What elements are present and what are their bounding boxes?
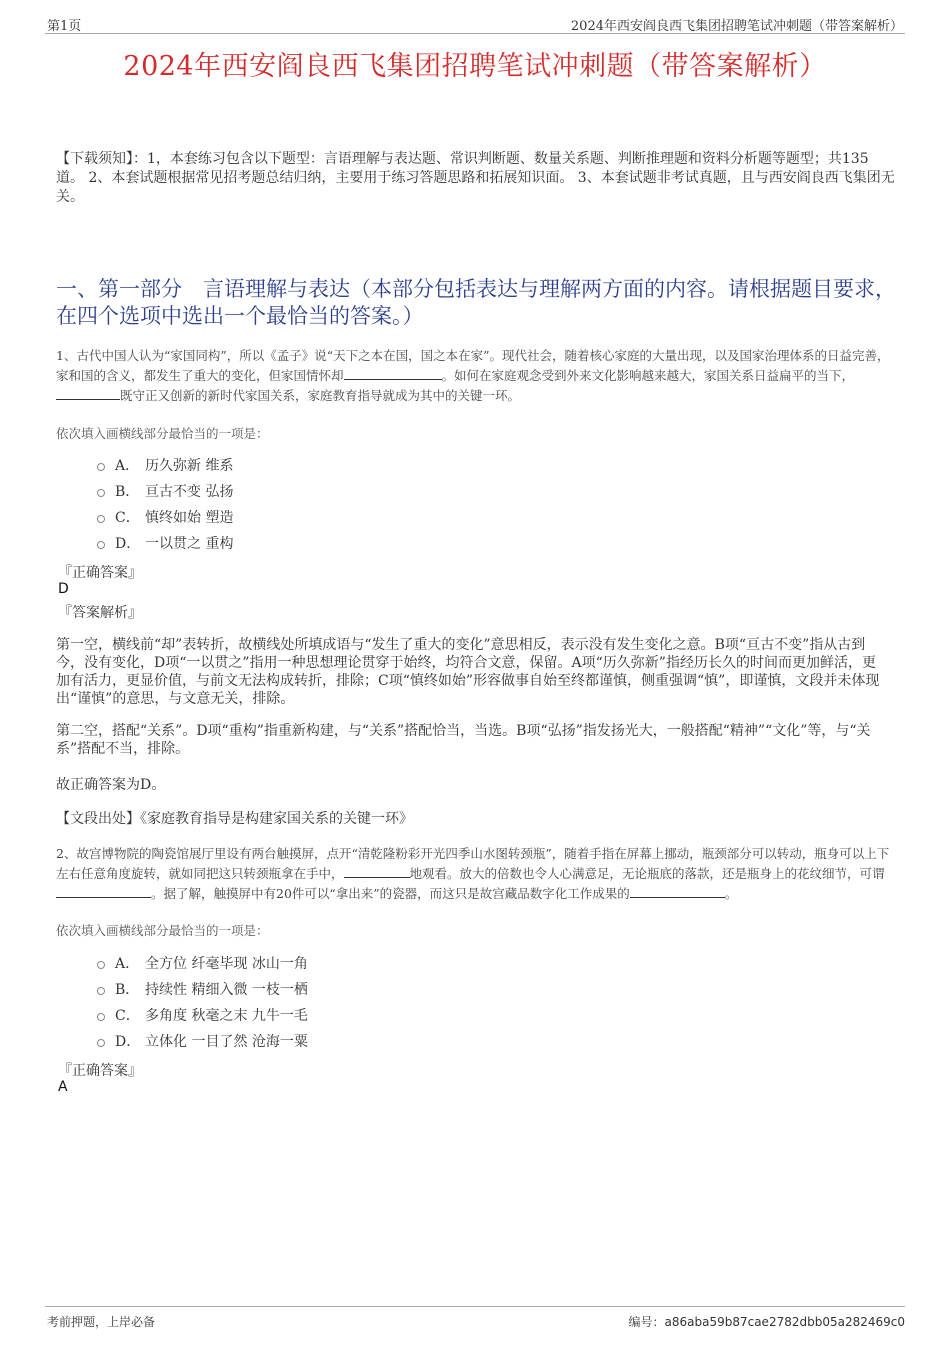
option-text: 历久弥新 维系 [145,458,234,474]
question-1-text-part-a: 1、古代中国人认为“家国同构”，所以《孟子》说“天下之本在国，国之本在家”。现代社会，随着核心家庭的大量出现，以及国家治理体系的日益完善，家和国的含义，都发生了重大的变化，但家国情怀却 [56,348,890,383]
option-letter: A． [115,956,140,972]
option-d[interactable] [97,1028,308,1054]
analysis-conclusion: 故正确答案为D。 [56,777,166,793]
analysis-label: 『答案解析』 [58,605,142,621]
option-d[interactable] [97,530,233,556]
radio-icon[interactable] [97,541,105,549]
analysis-paragraph-2: 第二空，搭配“关系”。D项“重构”指重新构建，与“关系”搭配恰当，当选。B项“弘扬”指发扬光大，一般搭配“精神”“文化”等，与“关系”搭配不当，排除。 [56,723,871,757]
footer-code [628,1313,905,1330]
fill-blank [56,387,120,400]
question-1-options [97,452,233,556]
section-heading: 一、第一部分 言语理解与表达（本部分包括表达与理解两方面的内容。请根据题目要求，在四个选项中选出一个最恰当的答案。） [56,277,896,328]
correct-answer: A [58,1079,68,1095]
download-notice: 【下载须知】：1，本套练习包含以下题型：言语理解与表达题、常识判断题、数量关系题、判断推理题和资料分析题等题型；共135道。 2、本套试题根据常见招考题总结归纳，主要用于练习答题思路和拓展知识面。 3、本套试题非考试真题，且与西安阎良西飞集团无关。 [56,151,895,205]
page-number: 第1页 [47,19,82,34]
correct-answer-label: 『正确答案』 [58,565,142,581]
radio-icon[interactable] [97,1013,105,1021]
text-source: 【文段出处】《家庭教育指导是构建家国关系的关键一环》 [56,811,413,827]
option-b[interactable] [97,478,233,504]
correct-answer: D [58,581,69,597]
option-text: 一以贯之 重构 [145,536,234,552]
option-text: 多角度 秋毫之末 九牛一毛 [145,1008,308,1024]
correct-answer-label: 『正确答案』 [58,1063,142,1079]
radio-icon[interactable] [97,1039,105,1047]
option-letter: B． [115,484,140,500]
header-doc-title: 2024年西安阎良西飞集团招聘笔试冲刺题（带答案解析） [570,19,903,34]
header-divider [45,33,905,34]
fill-blank [344,367,442,380]
option-letter: D． [115,1034,141,1050]
footer-code-value: a86aba59b87cae2782dbb05a282469c0 [664,1315,905,1329]
option-letter: D． [115,536,141,552]
question-2-text [56,844,896,904]
option-c[interactable] [97,504,233,530]
question-2-text-part-a: 2、故宫博物院的陶瓷馆展厅里设有两台触摸屏，点开“清乾隆粉彩开光四季山水图转颈瓶”，随着手指在屏幕上挪动，瓶颈部分可以转动，瓶身可以上下左右任意角度旋转，就如同把这只转颈瓶拿在手中， [56,846,890,881]
fill-blank [630,885,725,898]
radio-icon[interactable] [97,463,105,471]
question-1-text [56,346,896,406]
footer-divider [45,1306,905,1307]
radio-icon[interactable] [97,489,105,497]
option-c[interactable] [97,1002,308,1028]
document-title: 2024年西安阎良西飞集团招聘笔试冲刺题（带答案解析） [123,51,827,82]
question-2-options [97,950,308,1054]
question-2-text-part-b: 地观看。放大的倍数也令人心满意足，无论瓶底的落款，还是瓶身上的花纹细节，可谓 [409,866,885,881]
option-a[interactable] [97,950,308,976]
option-letter: A． [115,458,140,474]
radio-icon[interactable] [97,961,105,969]
footer-code-label: 编号： [628,1315,665,1329]
option-text: 慎终如始 塑造 [145,510,234,526]
question-2-text-part-d: 。 [724,886,738,901]
question-2-text-part-c: 。据了解，触摸屏中有20件可以“拿出来”的瓷器，而这只是故宫藏品数字化工作成果的 [151,886,630,901]
option-text: 亘古不变 弘扬 [145,484,234,500]
option-text: 持续性 精细入微 一枝一栖 [145,982,308,998]
option-letter: C． [115,1008,140,1024]
fill-blank [344,865,410,878]
option-b[interactable] [97,976,308,1002]
footer-slogan: 考前押题，上岸必备 [47,1315,156,1329]
question-1-instruction: 依次填入画横线部分最恰当的一项是： [56,426,269,441]
analysis-paragraph-1: 第一空，横线前“却”表转折，故横线处所填成语与“发生了重大的变化”意思相反，表示没有发生变化之意。B项“亘古不变”指从古到今，没有变化，D项“一以贯之”指用一种思想理论贯穿于始终，均符合文意，保留。A项“历久弥新”指经历长久的时间而更加鲜活，更加有活力，更显价值，与前文无法构成转折，排除；C项“慎终如始”形容做事自始至终都谨慎，侧重强调“慎”，即谨慎，文段并未体现出“谨慎”的意思，与文意无关，排除。 [56,637,880,707]
question-1-text-part-b: 。如何在家庭观念受到外来文化影响越来越大，家国关系日益扁平的当下， [441,368,855,383]
option-text: 全方位 纤毫毕现 冰山一角 [145,956,308,972]
radio-icon[interactable] [97,987,105,995]
radio-icon[interactable] [97,515,105,523]
option-letter: B． [115,982,140,998]
option-text: 立体化 一目了然 沧海一粟 [145,1034,308,1050]
question-1-text-part-c: 既守正又创新的新时代家国关系，家庭教育指导就成为其中的关键一环。 [120,388,521,403]
option-letter: C． [115,510,140,526]
fill-blank [56,885,151,898]
question-2-instruction: 依次填入画横线部分最恰当的一项是： [56,923,269,938]
option-a[interactable] [97,452,233,478]
